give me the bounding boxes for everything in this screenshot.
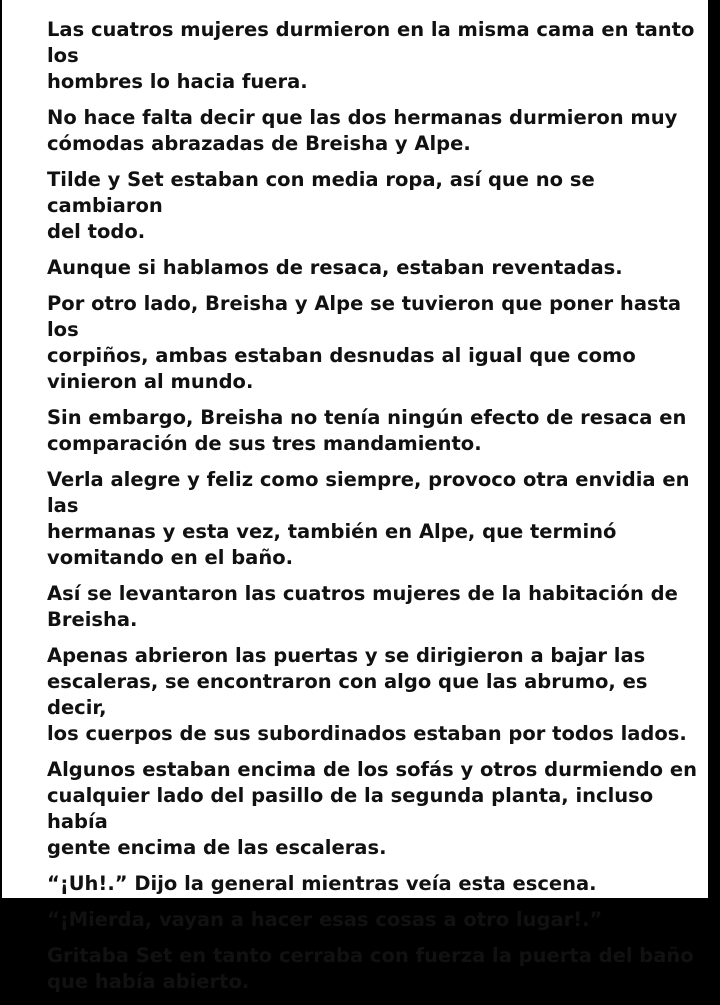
- paragraph: Así se levantaron las cuatros mujeres de la habitación de Breisha.: [47, 582, 678, 631]
- paragraph: Por otro lado, Breisha y Alpe se tuvieron que poner hasta los corpiños, ambas estaban desnudas al igual que como vinieron al mundo.: [47, 292, 682, 393]
- paragraph: Apenas abrieron las puertas y se dirigieron a bajar las escaleras, se encontraron con algo que las abrumo, es decir, los cuerpos de sus subordinados estaban por todos lados.: [47, 644, 687, 745]
- paragraph: Tilde y Set estaban con media ropa, así que no se cambiaron del todo.: [47, 168, 595, 243]
- paragraph: Verla alegre y feliz como siempre, provoco otra envidia en las hermanas y esta vez, también en Alpe, que terminó vomitando en el baño.: [47, 468, 690, 569]
- document-body: [47, 17, 697, 1005]
- paragraph: No hace falta decir que las dos hermanas durmieron muy cómodas abrazadas de Breisha y Alpe.: [47, 106, 678, 155]
- paragraph: Algunos estaban encima de los sofás y otros durmiendo en cualquier lado del pasillo de la segunda planta, incluso había gente encima de las escaleras.: [47, 758, 697, 859]
- paragraph: Aunque si hablamos de resaca, estaban reventadas.: [47, 256, 623, 279]
- paragraph: Sin embargo, Breisha no tenía ningún efecto de resaca en comparación de sus tres mandamiento.: [47, 406, 687, 455]
- paragraph: “¡Uh!.” Dijo la general mientras veía esta escena.: [47, 872, 597, 895]
- paragraph: “¡Mierda, vayan a hacer esas cosas a otro lugar!.”: [47, 908, 603, 931]
- paragraph: Gritaba Set en tanto cerraba con fuerza la puerta del baño que había abierto.: [47, 944, 694, 993]
- paragraph: Las cuatros mujeres durmieron en la misma cama en tanto los hombres lo hacia fuera.: [47, 18, 695, 93]
